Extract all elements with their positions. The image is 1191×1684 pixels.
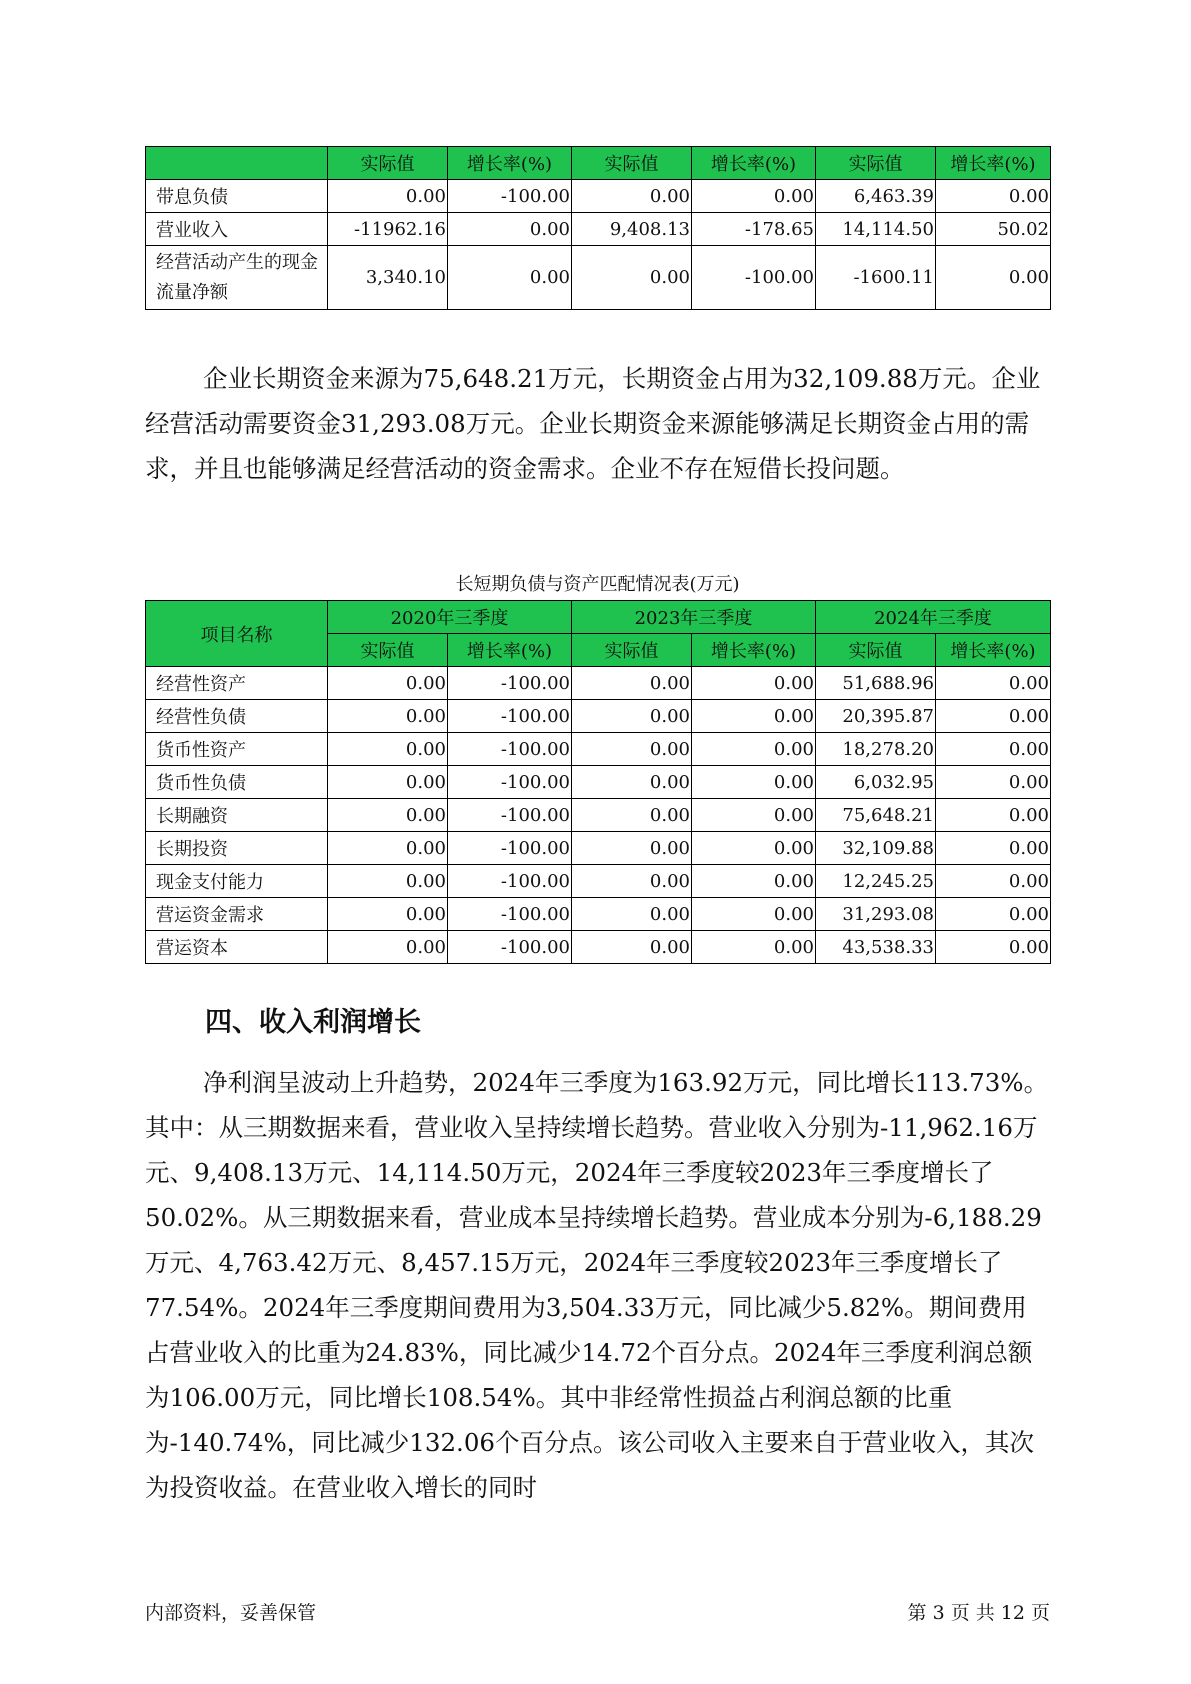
table-row bbox=[146, 931, 1051, 964]
subheader-cell: 实际值 bbox=[328, 634, 448, 667]
row-label: 营业收入 bbox=[146, 213, 328, 246]
value-cell: 0.00 bbox=[572, 931, 692, 964]
row-label: 长期融资 bbox=[146, 799, 328, 832]
value-cell: 0.00 bbox=[692, 700, 816, 733]
subheader-cell: 实际值 bbox=[816, 634, 936, 667]
value-cell: 0.00 bbox=[328, 832, 448, 865]
value-cell: 12,245.25 bbox=[816, 865, 936, 898]
value-cell: 0.00 bbox=[328, 733, 448, 766]
value-cell: 75,648.21 bbox=[816, 799, 936, 832]
value-cell: 0.00 bbox=[328, 865, 448, 898]
value-cell: 0.00 bbox=[572, 766, 692, 799]
value-cell: 0.00 bbox=[692, 667, 816, 700]
value-cell: 0.00 bbox=[572, 832, 692, 865]
value-cell: -100.00 bbox=[448, 898, 572, 931]
matching-table bbox=[145, 600, 1051, 964]
header-cell: 实际值 bbox=[572, 147, 692, 180]
value-cell: 0.00 bbox=[692, 898, 816, 931]
value-cell: 32,109.88 bbox=[816, 832, 936, 865]
value-cell: 0.00 bbox=[328, 180, 448, 213]
value-cell: 0.00 bbox=[328, 667, 448, 700]
subheader-cell: 实际值 bbox=[572, 634, 692, 667]
value-cell: 0.00 bbox=[328, 799, 448, 832]
value-cell: -100.00 bbox=[448, 667, 572, 700]
value-cell: 0.00 bbox=[692, 180, 816, 213]
table-row bbox=[146, 766, 1051, 799]
period-header: 2023年三季度 bbox=[572, 601, 816, 634]
value-cell: 0.00 bbox=[936, 799, 1051, 832]
value-cell: 0.00 bbox=[328, 931, 448, 964]
table-row bbox=[146, 700, 1051, 733]
footer-confidential: 内部资料，妥善保管 bbox=[145, 1602, 317, 1624]
value-cell: 0.00 bbox=[936, 246, 1051, 310]
value-cell: 20,395.87 bbox=[816, 700, 936, 733]
header-cell: 增长率(%) bbox=[692, 147, 816, 180]
item-header: 项目名称 bbox=[146, 601, 328, 667]
value-cell: 0.00 bbox=[572, 799, 692, 832]
row-label: 经营性资产 bbox=[146, 667, 328, 700]
value-cell: 18,278.20 bbox=[816, 733, 936, 766]
section-heading: 四、收入利润增长 bbox=[205, 1007, 421, 1038]
value-cell: 0.00 bbox=[692, 799, 816, 832]
value-cell: 0.00 bbox=[448, 213, 572, 246]
value-cell: 9,408.13 bbox=[572, 213, 692, 246]
value-cell: 0.00 bbox=[936, 667, 1051, 700]
value-cell: 0.00 bbox=[572, 180, 692, 213]
value-cell: 6,032.95 bbox=[816, 766, 936, 799]
table-row bbox=[146, 213, 1051, 246]
subheader-cell: 增长率(%) bbox=[448, 634, 572, 667]
value-cell: 0.00 bbox=[936, 766, 1051, 799]
value-cell: 43,538.33 bbox=[816, 931, 936, 964]
row-label: 经营性负债 bbox=[146, 700, 328, 733]
period-header: 2020年三季度 bbox=[328, 601, 572, 634]
value-cell: 0.00 bbox=[572, 898, 692, 931]
value-cell: 0.00 bbox=[692, 865, 816, 898]
value-cell: 0.00 bbox=[572, 667, 692, 700]
header-cell: 实际值 bbox=[816, 147, 936, 180]
value-cell: -11962.16 bbox=[328, 213, 448, 246]
value-cell: 0.00 bbox=[328, 898, 448, 931]
value-cell: -100.00 bbox=[448, 865, 572, 898]
value-cell: -100.00 bbox=[448, 931, 572, 964]
value-cell: 31,293.08 bbox=[816, 898, 936, 931]
value-cell: 0.00 bbox=[936, 733, 1051, 766]
value-cell: 0.00 bbox=[572, 246, 692, 310]
value-cell: 0.00 bbox=[328, 766, 448, 799]
row-label: 营运资本 bbox=[146, 931, 328, 964]
value-cell: 0.00 bbox=[328, 700, 448, 733]
row-label: 长期投资 bbox=[146, 832, 328, 865]
table-header-row bbox=[146, 147, 1051, 180]
table-row bbox=[146, 865, 1051, 898]
value-cell: 0.00 bbox=[572, 700, 692, 733]
table-row bbox=[146, 799, 1051, 832]
value-cell: 0.00 bbox=[936, 832, 1051, 865]
header-cell bbox=[146, 147, 328, 180]
value-cell: -100.00 bbox=[448, 733, 572, 766]
subheader-cell: 增长率(%) bbox=[692, 634, 816, 667]
header-cell: 增长率(%) bbox=[448, 147, 572, 180]
table-row bbox=[146, 898, 1051, 931]
value-cell: 3,340.10 bbox=[328, 246, 448, 310]
value-cell: -100.00 bbox=[448, 799, 572, 832]
profit-paragraph: 净利润呈波动上升趋势，2024年三季度为163.92万元，同比增长113.73%。其中：从三期数据来看，营业收入呈持续增长趋势。营业收入分别为-11,962.16万元、9,408.13万元、14,114.50万元，2024年三季度较2023年三季度增长了50.02%。从三期数据来看，营业成本呈持续增长趋势。营业成本分别为-6,188.29万元、4,763.42万元、8,457.15万元，2024年三季度较2023年三季度增长了77.54%。2024年三季度期间费用为3,504.33万元，同比减少5.82%。期间费用占营业收入的比重为24.83%，同比减少14.72个百分点。2024年三季度利润总额为106.00万元，同比增长108.54%。其中非经常性损益占利润总额的比重为-140.74%，同比减少132.06个百分点。该公司收入主要来自于营业收入，其次为投资收益。在营业收入增长的同时 bbox=[145, 1068, 1049, 1502]
value-cell: -100.00 bbox=[448, 180, 572, 213]
row-label: 货币性负债 bbox=[146, 766, 328, 799]
row-label: 经营活动产生的现金流量净额 bbox=[146, 246, 328, 310]
value-cell: -100.00 bbox=[448, 700, 572, 733]
table-header-row bbox=[146, 601, 1051, 634]
value-cell: 0.00 bbox=[692, 766, 816, 799]
value-cell: 6,463.39 bbox=[816, 180, 936, 213]
period-header: 2024年三季度 bbox=[816, 601, 1051, 634]
value-cell: 0.00 bbox=[448, 246, 572, 310]
row-label: 营运资金需求 bbox=[146, 898, 328, 931]
value-cell: 14,114.50 bbox=[816, 213, 936, 246]
value-cell: 50.02 bbox=[936, 213, 1051, 246]
funding-paragraph: 企业长期资金来源为75,648.21万元，长期资金占用为32,109.88万元。企业经营活动需要资金31,293.08万元。企业长期资金来源能够满足长期资金占用的需求，并且也能够满足经营活动的资金需求。企业不存在短借长投问题。 bbox=[145, 364, 1041, 483]
table-caption: 长短期负债与资产匹配情况表(万元) bbox=[455, 574, 740, 595]
row-label: 货币性资产 bbox=[146, 733, 328, 766]
table-row bbox=[146, 733, 1051, 766]
footer-page-number: 第 3 页 共 12 页 bbox=[907, 1602, 1050, 1624]
value-cell: 0.00 bbox=[692, 832, 816, 865]
value-cell: 0.00 bbox=[572, 865, 692, 898]
value-cell: 51,688.96 bbox=[816, 667, 936, 700]
value-cell: 0.00 bbox=[936, 898, 1051, 931]
value-cell: -100.00 bbox=[692, 246, 816, 310]
table-row bbox=[146, 667, 1051, 700]
value-cell: 0.00 bbox=[936, 865, 1051, 898]
row-label: 带息负债 bbox=[146, 180, 328, 213]
value-cell: -100.00 bbox=[448, 766, 572, 799]
row-label: 现金支付能力 bbox=[146, 865, 328, 898]
header-cell: 实际值 bbox=[328, 147, 448, 180]
value-cell: -1600.11 bbox=[816, 246, 936, 310]
continued-table bbox=[145, 146, 1051, 310]
value-cell: 0.00 bbox=[692, 931, 816, 964]
value-cell: 0.00 bbox=[936, 700, 1051, 733]
value-cell: 0.00 bbox=[936, 180, 1051, 213]
subheader-cell: 增长率(%) bbox=[936, 634, 1051, 667]
table-row bbox=[146, 246, 1051, 310]
value-cell: -178.65 bbox=[692, 213, 816, 246]
matching-table-body bbox=[146, 667, 1051, 964]
value-cell: 0.00 bbox=[572, 733, 692, 766]
header-cell: 增长率(%) bbox=[936, 147, 1051, 180]
value-cell: 0.00 bbox=[936, 931, 1051, 964]
table-row bbox=[146, 180, 1051, 213]
table-row bbox=[146, 832, 1051, 865]
value-cell: -100.00 bbox=[448, 832, 572, 865]
value-cell: 0.00 bbox=[692, 733, 816, 766]
